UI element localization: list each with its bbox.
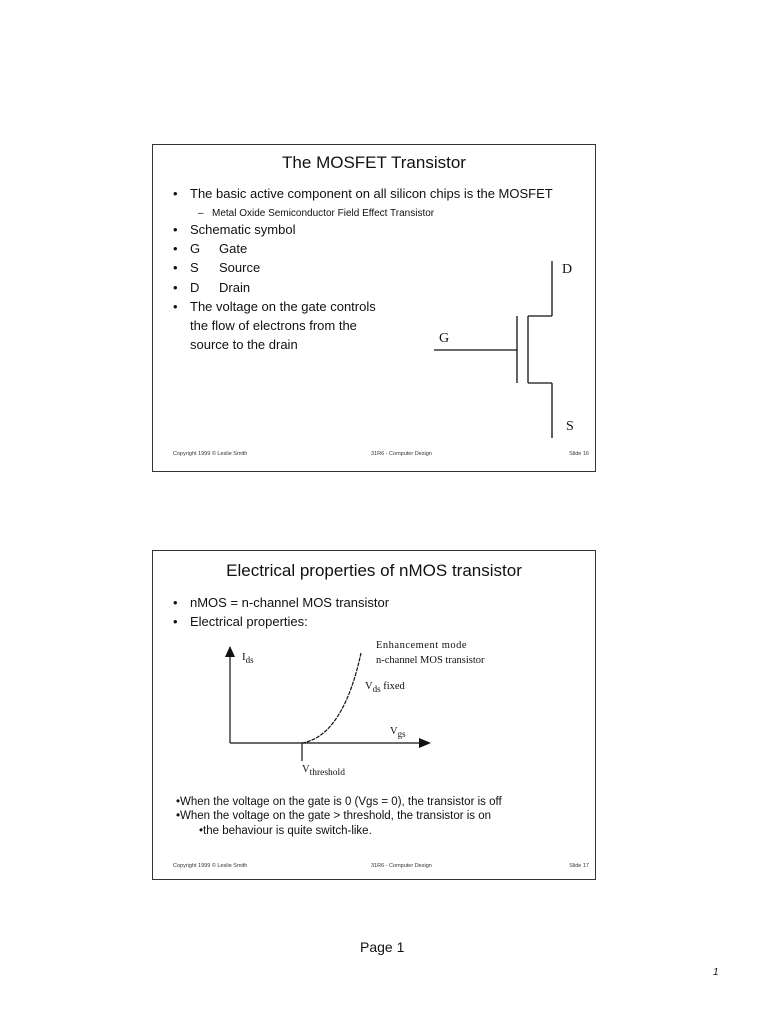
slide-17 bbox=[152, 550, 596, 880]
bullet-text: G bbox=[190, 241, 201, 256]
footer-copyright: Copyright 1999 © Leslie Smith bbox=[173, 451, 248, 457]
vds-fixed-label: $V_{ds}$ fixed bbox=[365, 681, 405, 695]
bullet-marker: • bbox=[173, 595, 178, 610]
drain-label: D bbox=[562, 262, 573, 277]
sub-bullet-dash: – bbox=[198, 208, 204, 219]
page-label: Page 1 bbox=[360, 939, 405, 955]
page-number: 1 bbox=[713, 967, 719, 978]
sub-bullet-text: Metal Oxide Semiconductor Field Effect Transistor bbox=[212, 208, 435, 219]
bullet-marker: • bbox=[173, 241, 178, 256]
bullet-text: S bbox=[190, 260, 199, 275]
bullet-text: Electrical properties: bbox=[190, 614, 308, 629]
bullet-value: Drain bbox=[219, 280, 251, 295]
footer-slide-number: Slide 17 bbox=[569, 863, 589, 869]
vthreshold-label: $V_{threshold}$ bbox=[302, 764, 345, 779]
gate-label: G bbox=[439, 331, 450, 346]
mosfet-symbol bbox=[153, 145, 597, 473]
bullet-value: Source bbox=[219, 260, 261, 275]
bullet-text: nMOS = n-channel MOS transistor bbox=[190, 595, 390, 610]
bullet-marker: • bbox=[173, 260, 178, 275]
footer-slide-number: Slide 16 bbox=[569, 451, 589, 457]
bullet-text: Schematic symbol bbox=[190, 222, 296, 237]
vgs-label: $V_{gs}$ bbox=[390, 726, 406, 740]
bullet-text: The basic active component on all silicon chips is the MOSFET bbox=[190, 186, 553, 201]
bullet-marker: • bbox=[173, 280, 178, 295]
x-axis-arrow bbox=[419, 738, 431, 748]
bullet-value: Gate bbox=[219, 241, 248, 256]
footer-copyright: Copyright 1999 © Leslie Smith bbox=[173, 863, 248, 869]
slide-16 bbox=[152, 144, 596, 472]
note-line: •When the voltage on the gate is 0 (Vgs = 0), the transistor is off bbox=[176, 796, 502, 808]
bullet-text: the flow of electrons from the bbox=[190, 318, 357, 333]
bullet-marker: • bbox=[173, 614, 178, 629]
ids-label: $I_{ds}$ bbox=[242, 651, 254, 666]
graph-caption-line-1: Enhancement mode bbox=[376, 640, 468, 651]
note-line: •the behaviour is quite switch-like. bbox=[199, 825, 372, 837]
slide-title: The MOSFET Transistor bbox=[282, 153, 466, 172]
slide-title: Electrical properties of nMOS transistor bbox=[226, 561, 522, 580]
ids-curve bbox=[302, 653, 361, 743]
y-axis-arrow bbox=[225, 646, 235, 657]
bullet-marker: • bbox=[173, 299, 178, 314]
note-line: •When the voltage on the gate > threshold, the transistor is on bbox=[176, 810, 492, 822]
bullet-marker: • bbox=[173, 186, 178, 201]
footer-course: 31R6 - Computer Design bbox=[371, 863, 432, 869]
bullet-text: The voltage on the gate controls bbox=[190, 299, 376, 314]
bullet-text: D bbox=[190, 280, 200, 295]
bullet-text: source to the drain bbox=[190, 337, 298, 352]
graph-caption-line-2: n-channel MOS transistor bbox=[376, 655, 485, 666]
source-label: S bbox=[566, 419, 574, 434]
footer-course: 31R6 - Computer Design bbox=[371, 451, 432, 457]
bullet-marker: • bbox=[173, 222, 178, 237]
